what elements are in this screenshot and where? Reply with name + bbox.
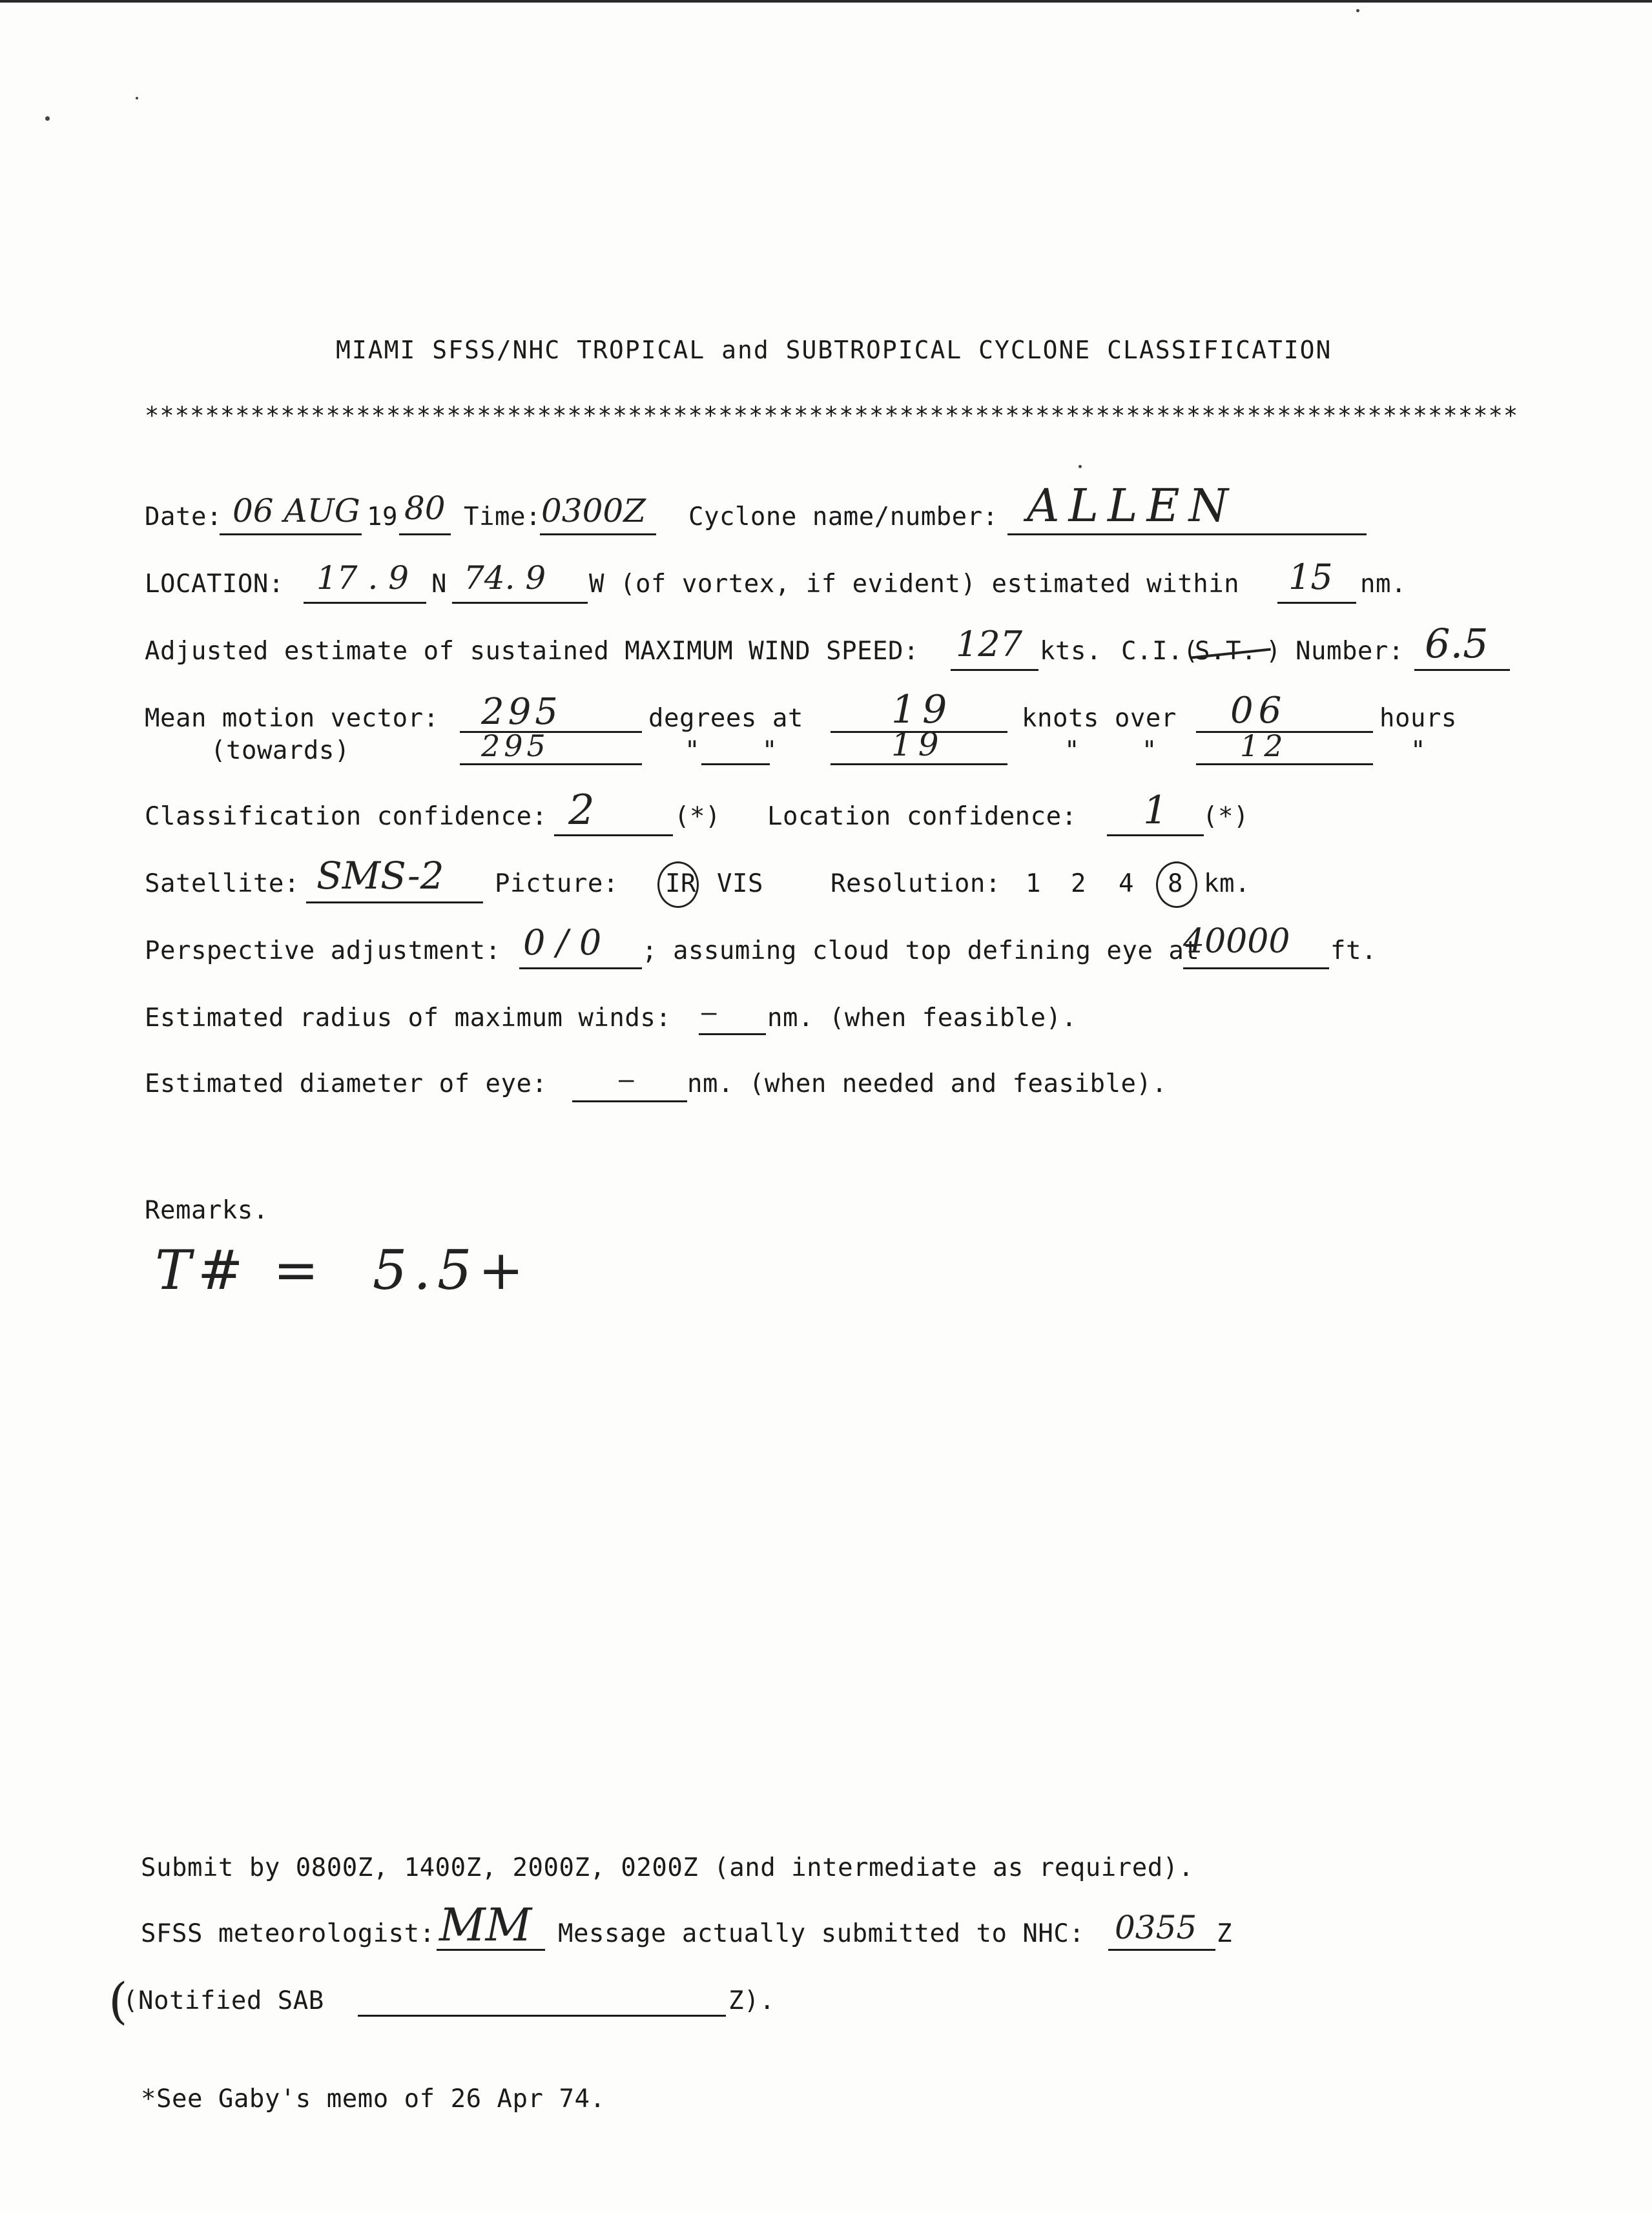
motion-hours-1: 06 (1230, 690, 1287, 732)
location-confidence-asterisk: (*) (1203, 802, 1249, 831)
message-underline (1108, 1949, 1215, 1951)
motion-hours-2-underline (1196, 763, 1373, 765)
remarks-label: Remarks. (145, 1196, 269, 1225)
time-label: Time: (464, 502, 541, 531)
latitude-value: 17 . 9 (316, 559, 409, 597)
scan-speck (1356, 9, 1359, 12)
date-day-month: 06 AUG (232, 492, 360, 530)
class-confidence-label: Classification confidence: (145, 802, 548, 831)
message-value: 0355 (1115, 1909, 1197, 1946)
date-century: 19 (367, 502, 398, 531)
number-value: 6.5 (1425, 620, 1489, 667)
satellite-value: SMS-2 (316, 854, 444, 898)
wind-label: Adjusted estimate of sustained MAXIMUM WIND SPEED: (145, 637, 919, 666)
within-unit: nm. (1360, 570, 1407, 599)
location-text: W (of vortex, if evident) estimated within (589, 570, 1240, 599)
towards-label: (towards) (211, 736, 350, 765)
perspective-unit: ft. (1330, 936, 1377, 965)
number-underline (1414, 669, 1510, 671)
within-value: 15 (1288, 557, 1333, 597)
location-confidence-underline (1107, 834, 1204, 836)
number-label: Number: (1296, 637, 1404, 666)
resolution-8-circle (1156, 861, 1197, 908)
meteorologist-label: SFSS meteorologist: (141, 1919, 435, 1948)
degrees-at-label: degrees at (648, 704, 803, 733)
degrees-ditto-underline (701, 763, 770, 765)
picture-ir: IR (665, 869, 696, 898)
location-label: LOCATION: (145, 570, 284, 599)
remarks-value: T# = 5.5+ (155, 1239, 530, 1302)
picture-label: Picture: (495, 869, 619, 898)
resolution-label: Resolution: (831, 869, 1001, 898)
perspective-label: Perspective adjustment: (145, 936, 501, 965)
resolution-4: 4 (1119, 869, 1134, 898)
knots-over-label: knots over (1022, 704, 1177, 733)
location-confidence-value: 1 (1143, 788, 1168, 833)
asterisk-divider: ******************************************************************************************* (145, 402, 1519, 429)
longitude-underline (452, 602, 588, 604)
picture-vis: VIS (717, 869, 763, 898)
ci-close: ) (1266, 637, 1281, 666)
radius-underline (699, 1033, 766, 1035)
class-confidence-asterisk: (*) (674, 802, 721, 831)
perspective-height: 40000 (1183, 922, 1290, 961)
perspective-underline (519, 967, 642, 969)
resolution-8: 8 (1168, 869, 1183, 898)
radius-value: — (701, 998, 717, 1027)
eye-label: Estimated diameter of eye: (145, 1069, 548, 1098)
meteorologist-underline (437, 1949, 545, 1951)
hours-ditto: " (1410, 736, 1426, 765)
scan-speck (136, 97, 138, 99)
notified-underline (358, 2015, 726, 2017)
perspective-height-underline (1183, 967, 1329, 969)
notified-close: Z). (728, 1986, 775, 2015)
eye-text: nm. (when needed and feasible). (687, 1069, 1168, 1098)
motion-knots-2: 19 (891, 726, 945, 763)
perspective-text: ; assuming cloud top defining eye at (642, 936, 1200, 965)
notified-label: (Notified SAB (123, 1986, 324, 2015)
time-value: 0300Z (541, 492, 646, 530)
ci-struck-text: S.T. (1195, 637, 1257, 666)
latitude-underline (304, 602, 426, 604)
message-suffix: Z (1217, 1919, 1232, 1948)
satellite-underline (306, 901, 483, 903)
within-underline (1277, 602, 1356, 604)
notified-bracket-mark: ( (108, 1972, 128, 2030)
picture-ir-circle (657, 861, 699, 908)
longitude-value: 74. 9 (464, 559, 546, 597)
date-year: 80 (404, 489, 446, 527)
eye-underline (572, 1100, 687, 1102)
submit-instructions: Submit by 0800Z, 1400Z, 2000Z, 0200Z (and intermediate as required). (141, 1853, 1194, 1882)
date-underline (220, 533, 362, 535)
motion-degrees-1: 295 (481, 691, 562, 733)
motion-degrees-2: 295 (481, 728, 550, 763)
location-confidence-label: Location confidence: (767, 802, 1077, 831)
wind-value: 127 (956, 624, 1023, 664)
time-underline (540, 533, 656, 535)
latitude-suffix: N (431, 570, 447, 599)
satellite-label: Satellite: (145, 869, 300, 898)
motion-degrees-2-underline (460, 763, 642, 765)
resolution-1: 1 (1026, 869, 1041, 898)
cyclone-underline (1007, 533, 1367, 535)
class-confidence-value: 2 (568, 787, 595, 834)
ci-label: C.I.( (1121, 637, 1199, 666)
scan-speck (45, 116, 50, 121)
motion-knots-2-underline (831, 763, 1007, 765)
motion-knots-1: 19 (891, 687, 954, 732)
motion-hours-2: 12 (1240, 728, 1288, 763)
cyclone-label: Cyclone name/number: (688, 502, 998, 531)
message-label: Message actually submitted to NHC: (558, 1919, 1085, 1948)
eye-value: — (619, 1065, 634, 1095)
date-label: Date: (145, 502, 222, 531)
perspective-value: 0 / 0 (523, 922, 602, 963)
motion-label: Mean motion vector: (145, 704, 439, 733)
cyclone-value: ALLEN (1027, 479, 1237, 532)
degrees-ditto: " " (685, 736, 778, 765)
wind-unit: kts. (1040, 637, 1102, 666)
resolution-unit: km. (1204, 869, 1250, 898)
radius-text: nm. (when feasible). (767, 1004, 1077, 1033)
hours-label: hours (1379, 704, 1457, 733)
radius-label: Estimated radius of maximum winds: (145, 1004, 672, 1033)
class-confidence-underline (554, 834, 673, 836)
meteorologist-initials: MM (439, 1899, 532, 1951)
footnote: *See Gaby's memo of 26 Apr 74. (141, 2084, 606, 2114)
scan-speck (1079, 465, 1082, 468)
knots-ditto: " " (1064, 736, 1157, 765)
wind-underline (951, 669, 1038, 671)
year-underline (399, 533, 451, 535)
form-title: MIAMI SFSS/NHC TROPICAL and SUBTROPICAL CYCLONE CLASSIFICATION (336, 336, 1332, 364)
resolution-2: 2 (1071, 869, 1086, 898)
scan-edge (0, 0, 1652, 3)
